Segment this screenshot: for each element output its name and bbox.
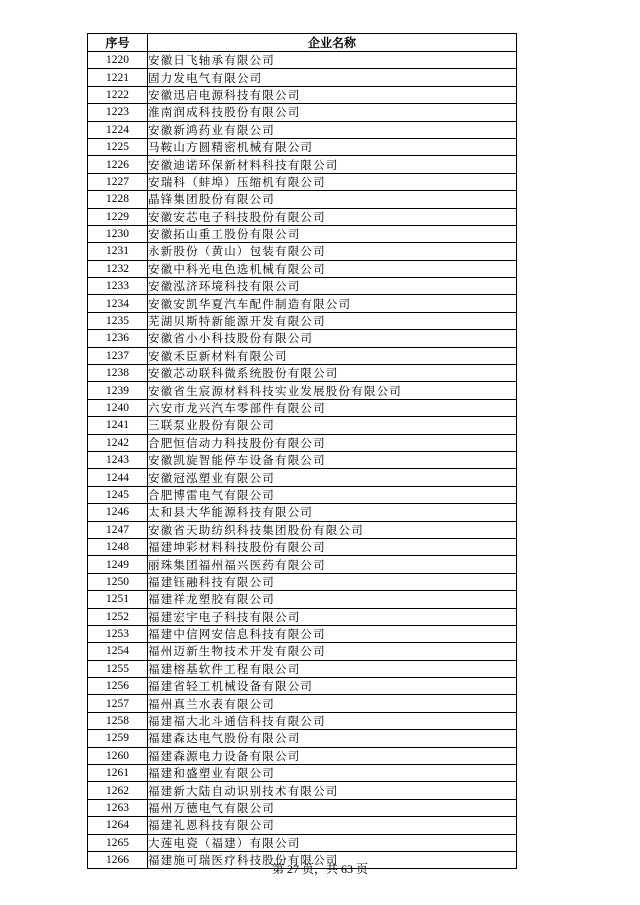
table-row: [88, 260, 517, 277]
serial-number-cell: 1230: [88, 225, 148, 242]
company-name-cell: 福建中信网安信息科技有限公司: [148, 625, 517, 642]
serial-number-cell: 1243: [88, 451, 148, 468]
company-name-cell: 福州迈新生物技术开发有限公司: [148, 643, 517, 660]
serial-number-cell: 1247: [88, 521, 148, 538]
serial-number-cell: 1241: [88, 417, 148, 434]
company-name-cell: 福建森源电力设备有限公司: [148, 747, 517, 764]
table-header: [88, 34, 517, 52]
company-name-cell: 福建福大北斗通信科技有限公司: [148, 712, 517, 729]
table-row: [88, 382, 517, 399]
table-row: [88, 695, 517, 712]
company-name-cell: 安徽拓山重工股份有限公司: [148, 225, 517, 242]
table-row: [88, 278, 517, 295]
serial-number-cell: 1255: [88, 660, 148, 677]
enterprise-table: [87, 33, 517, 869]
serial-number-cell: 1228: [88, 191, 148, 208]
table-row: [88, 52, 517, 69]
company-name-cell: 大莲电瓷（福建）有限公司: [148, 834, 517, 851]
table-row: [88, 730, 517, 747]
company-name-cell: 安徽芯动联科微系统股份有限公司: [148, 365, 517, 382]
table-row: [88, 295, 517, 312]
serial-number-cell: 1222: [88, 86, 148, 103]
serial-number-cell: 1259: [88, 730, 148, 747]
company-name-cell: 丽珠集团福州福兴医药有限公司: [148, 556, 517, 573]
serial-number-cell: 1264: [88, 817, 148, 834]
serial-number-cell: 1250: [88, 573, 148, 590]
company-name-cell: 福建礼恩科技有限公司: [148, 817, 517, 834]
company-name-cell: 福州万德电气有限公司: [148, 799, 517, 816]
table-row: [88, 121, 517, 138]
table-row: [88, 782, 517, 799]
table-row: [88, 365, 517, 382]
serial-number-cell: 1239: [88, 382, 148, 399]
company-name-cell: 安徽中科光电色选机械有限公司: [148, 260, 517, 277]
table-row: [88, 104, 517, 121]
serial-number-cell: 1251: [88, 591, 148, 608]
header-row: [88, 34, 517, 52]
company-name-cell: 合肥博雷电气有限公司: [148, 486, 517, 503]
table-row: [88, 330, 517, 347]
company-name-cell: 安徽迪诺环保新材料科技有限公司: [148, 156, 517, 173]
serial-number-cell: 1240: [88, 399, 148, 416]
serial-number-cell: 1229: [88, 208, 148, 225]
company-name-cell: 福建施可瑞医疗科技股份有限公司: [148, 851, 517, 868]
serial-number-cell: 1237: [88, 347, 148, 364]
serial-number-cell: 1225: [88, 138, 148, 155]
serial-number-cell: 1231: [88, 243, 148, 260]
table-row: [88, 573, 517, 590]
company-name-cell: 安徽安凯华夏汽车配件制造有限公司: [148, 295, 517, 312]
company-name-cell: 太和县大华能源科技有限公司: [148, 504, 517, 521]
serial-number-cell: 1220: [88, 52, 148, 69]
company-name-cell: 福州真兰水表有限公司: [148, 695, 517, 712]
serial-number-cell: 1221: [88, 69, 148, 86]
serial-number-cell: 1258: [88, 712, 148, 729]
serial-number-cell: 1262: [88, 782, 148, 799]
table-row: [88, 156, 517, 173]
serial-number-cell: 1242: [88, 434, 148, 451]
company-name-cell: 福建省轻工机械设备有限公司: [148, 678, 517, 695]
table-row: [88, 434, 517, 451]
table-row: [88, 469, 517, 486]
table-row: [88, 591, 517, 608]
serial-number-cell: 1257: [88, 695, 148, 712]
table-row: [88, 538, 517, 555]
company-name-cell: 福建新大陆自动识别技术有限公司: [148, 782, 517, 799]
serial-number-cell: 1252: [88, 608, 148, 625]
table-row: [88, 521, 517, 538]
serial-number-cell: 1238: [88, 365, 148, 382]
serial-number-cell: 1224: [88, 121, 148, 138]
table-row: [88, 243, 517, 260]
company-name-cell: 安徽禾臣新材料有限公司: [148, 347, 517, 364]
table-row: [88, 208, 517, 225]
table-row: [88, 660, 517, 677]
table-row: [88, 747, 517, 764]
table-row: [88, 138, 517, 155]
table-row: [88, 712, 517, 729]
header-serial-no: 序号: [88, 34, 148, 52]
serial-number-cell: 1253: [88, 625, 148, 642]
serial-number-cell: 1235: [88, 312, 148, 329]
table-row: [88, 799, 517, 816]
table-row: [88, 678, 517, 695]
table-row: [88, 608, 517, 625]
company-name-cell: 安徽省天助纺织科技集团股份有限公司: [148, 521, 517, 538]
table-row: [88, 225, 517, 242]
page-footer: 第 27 页，共 63 页: [271, 862, 368, 876]
serial-number-cell: 1256: [88, 678, 148, 695]
company-name-cell: 固力发电气有限公司: [148, 69, 517, 86]
table-row: [88, 86, 517, 103]
table-row: [88, 817, 517, 834]
company-name-cell: 晶锋集团股份有限公司: [148, 191, 517, 208]
table-row: [88, 556, 517, 573]
company-name-cell: 安徽新鸿药业有限公司: [148, 121, 517, 138]
serial-number-cell: 1236: [88, 330, 148, 347]
table-row: [88, 504, 517, 521]
table-row: [88, 69, 517, 86]
serial-number-cell: 1226: [88, 156, 148, 173]
serial-number-cell: 1265: [88, 834, 148, 851]
company-name-cell: 福建钰融科技有限公司: [148, 573, 517, 590]
company-name-cell: 福建榕基软件工程有限公司: [148, 660, 517, 677]
serial-number-cell: 1254: [88, 643, 148, 660]
table-row: [88, 347, 517, 364]
serial-number-cell: 1232: [88, 260, 148, 277]
company-name-cell: 安徽泓济环境科技有限公司: [148, 278, 517, 295]
table-row: [88, 173, 517, 190]
header-company-name: 企业名称: [148, 34, 517, 52]
serial-number-cell: 1263: [88, 799, 148, 816]
serial-number-cell: 1260: [88, 747, 148, 764]
company-name-cell: 安徽省小小科技股份有限公司: [148, 330, 517, 347]
company-name-cell: 安徽安芯电子科技股份有限公司: [148, 208, 517, 225]
table-row: [88, 191, 517, 208]
company-name-cell: 福建和盛塑业有限公司: [148, 765, 517, 782]
company-name-cell: 安徽省生宸源材料科技实业发展股份有限公司: [148, 382, 517, 399]
table-row: [88, 451, 517, 468]
company-name-cell: 安徽冠泓塑业有限公司: [148, 469, 517, 486]
table-row: [88, 417, 517, 434]
table-body: [88, 52, 517, 869]
serial-number-cell: 1227: [88, 173, 148, 190]
serial-number-cell: 1266: [88, 851, 148, 868]
company-name-cell: 福建森达电气股份有限公司: [148, 730, 517, 747]
serial-number-cell: 1249: [88, 556, 148, 573]
table-row: [88, 765, 517, 782]
table-row: [88, 834, 517, 851]
serial-number-cell: 1234: [88, 295, 148, 312]
serial-number-cell: 1246: [88, 504, 148, 521]
company-name-cell: 安徽凯旋智能停车设备有限公司: [148, 451, 517, 468]
table-row: [88, 625, 517, 642]
company-name-cell: 永新股份（黄山）包装有限公司: [148, 243, 517, 260]
company-name-cell: 福建坤彩材料科技股份有限公司: [148, 538, 517, 555]
serial-number-cell: 1245: [88, 486, 148, 503]
company-name-cell: 淮南润成科技股份有限公司: [148, 104, 517, 121]
company-name-cell: 安徽迅启电源科技有限公司: [148, 86, 517, 103]
serial-number-cell: 1248: [88, 538, 148, 555]
serial-number-cell: 1244: [88, 469, 148, 486]
company-name-cell: 福建宏宇电子科技有限公司: [148, 608, 517, 625]
company-name-cell: 马鞍山方圆精密机械有限公司: [148, 138, 517, 155]
serial-number-cell: 1223: [88, 104, 148, 121]
company-name-cell: 芜湖贝斯特新能源开发有限公司: [148, 312, 517, 329]
serial-number-cell: 1233: [88, 278, 148, 295]
company-name-cell: 合肥恒信动力科技股份有限公司: [148, 434, 517, 451]
company-name-cell: 福建祥龙塑胶有限公司: [148, 591, 517, 608]
company-name-cell: 三联泵业股份有限公司: [148, 417, 517, 434]
table-row: [88, 643, 517, 660]
company-name-cell: 安徽日飞轴承有限公司: [148, 52, 517, 69]
table-row: [88, 312, 517, 329]
table-row: [88, 486, 517, 503]
company-name-cell: 六安市龙兴汽车零部件有限公司: [148, 399, 517, 416]
table-row: [88, 399, 517, 416]
serial-number-cell: 1261: [88, 765, 148, 782]
company-name-cell: 安瑞科（蚌埠）压缩机有限公司: [148, 173, 517, 190]
